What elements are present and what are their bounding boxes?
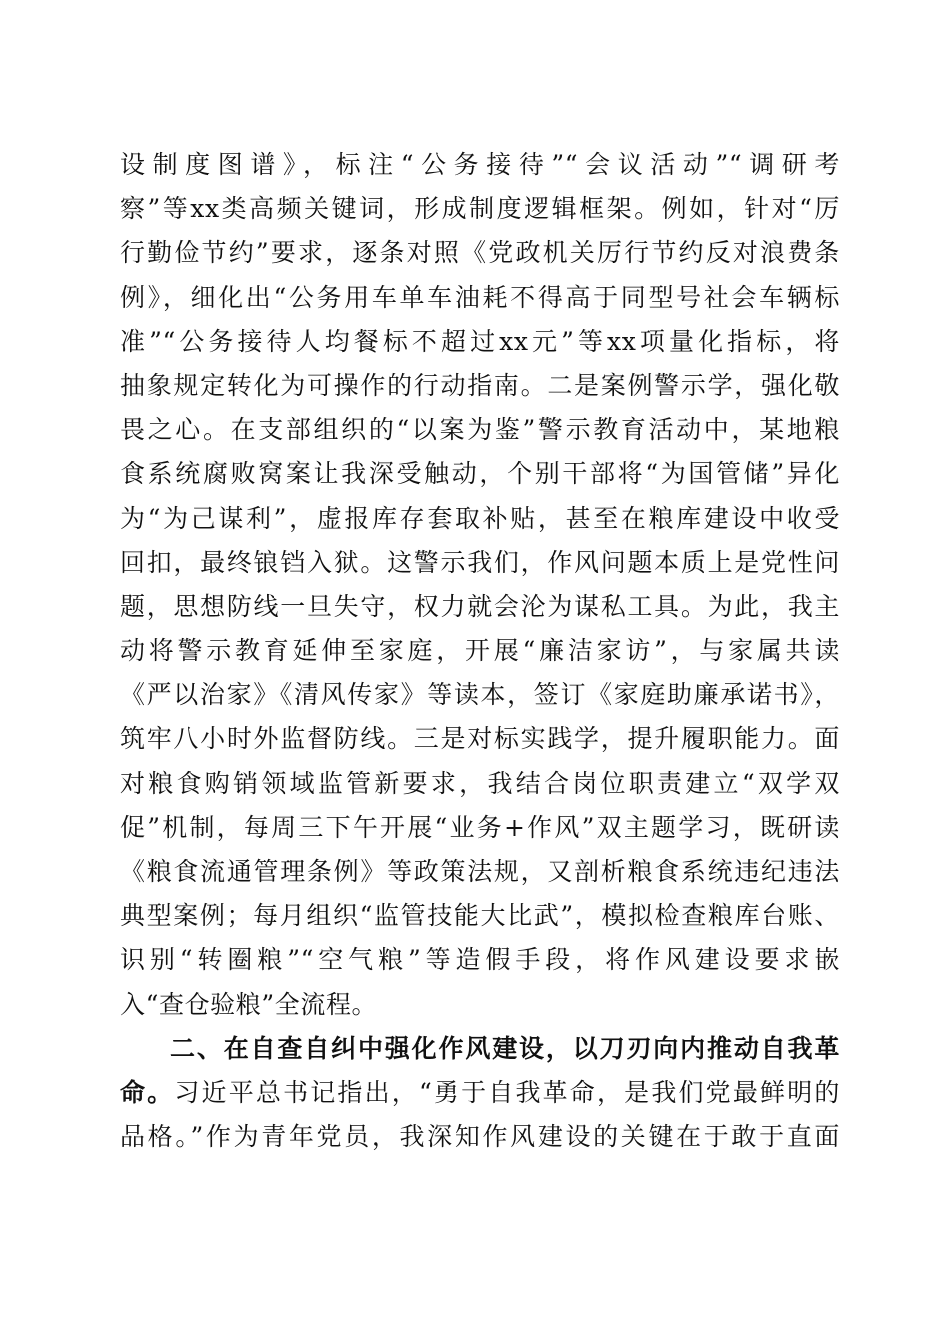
- paragraph-line: 《严以治家》《清风传家》等读本，签订《家庭助廉承诺书》，: [120, 680, 840, 710]
- paragraph-line: 筑牢八小时外监督防线。三是对标实践学，提升履职能力。面: [120, 724, 840, 754]
- paragraph-line: 食系统腐败窝案让我深受触动，个别干部将“为国管储”异化: [120, 459, 840, 489]
- section-heading: 二、在自查自纠中强化作风建设，以刀刃向内推动自我革: [170, 1033, 840, 1063]
- section-two-line: [120, 1071, 840, 1115]
- paragraph-line: 回扣，最终锒铛入狱。这警示我们，作风问题本质上是党性问: [120, 547, 840, 577]
- paragraph-line: 察”等xx类高频关键词，形成制度逻辑框架。例如，针对“厉: [120, 194, 840, 224]
- paragraph-line: 品格。”作为青年党员，我深知作风建设的关键在于敢于直面: [120, 1122, 840, 1152]
- paragraph-line: 动将警示教育延伸至家庭，开展“廉洁家访”，与家属共读: [120, 636, 840, 666]
- paragraph-line: 设制度图谱》，标注“公务接待”“会议活动”“调研考: [120, 150, 840, 179]
- paragraph-line: 入“查仓验粮”全流程。: [120, 989, 378, 1019]
- section-heading-end: 命。: [120, 1077, 175, 1107]
- paragraph-line: 促”机制，每周三下午开展“业务+作风”双主题学习，既研读: [120, 812, 840, 842]
- paragraph-line: 为“为己谋利”，虚报库存套取补贴，甚至在粮库建设中收受: [120, 503, 840, 533]
- paragraph-line: 行勤俭节约”要求，逐条对照《党政机关厉行节约反对浪费条: [120, 238, 840, 268]
- paragraph-line: 典型案例；每月组织“监管技能大比武”，模拟检查粮库台账、: [120, 901, 840, 931]
- paragraph-line: 《粮食流通管理条例》等政策法规，又剖析粮食系统违纪违法: [120, 857, 840, 886]
- paragraph-line: 对粮食购销领域监管新要求，我结合岗位职责建立“双学双: [120, 768, 840, 798]
- paragraph-line: 抽象规定转化为可操作的行动指南。二是案例警示学，强化敬: [120, 370, 840, 400]
- paragraph-line: 准”“公务接待人均餐标不超过xx元”等xx项量化指标，将: [120, 326, 840, 356]
- paragraph-line: 畏之心。在支部组织的“以案为鉴”警示教育活动中，某地粮: [120, 415, 840, 445]
- section-two-text: 习近平总书记指出，“勇于自我革命，是我们党最鲜明的: [174, 1077, 840, 1107]
- body-text: [120, 143, 840, 1159]
- paragraph-line: 例》，细化出“公务用车单车油耗不得高于同型号社会车辆标: [120, 282, 840, 312]
- paragraph-line: 识别“转圈粮”“空气粮”等造假手段，将作风建设要求嵌: [120, 945, 840, 975]
- paragraph-line: 题，思想防线一旦失守，权力就会沦为谋私工具。为此，我主: [120, 591, 840, 621]
